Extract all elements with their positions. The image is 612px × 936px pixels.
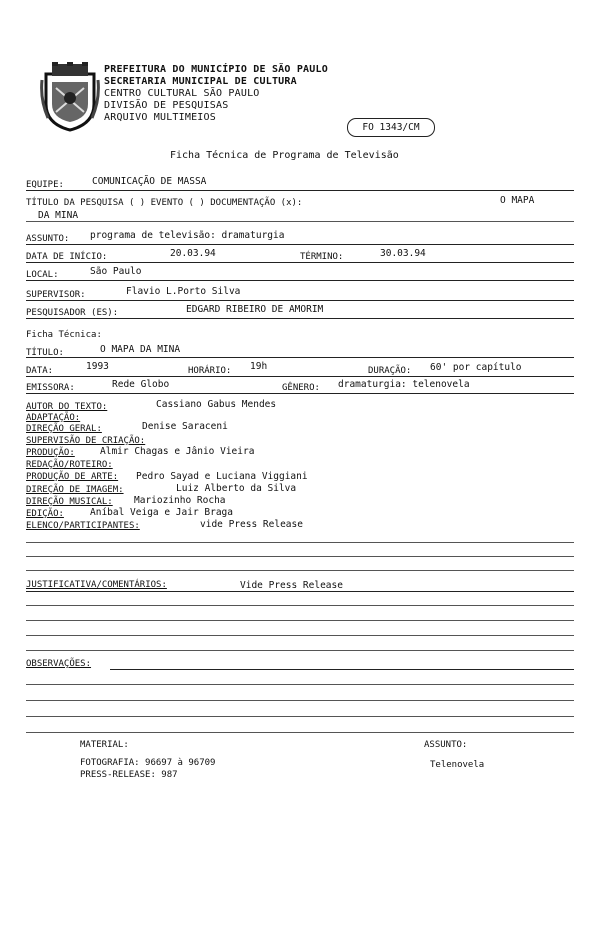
direcao-imagem-label: DIREÇÃO DE IMAGEM: (26, 485, 124, 495)
just-rule-3 (26, 635, 574, 636)
duracao-label: DURAÇÃO: (368, 366, 412, 376)
document-code: FO 1343/CM (347, 118, 435, 137)
blank-rule-2 (26, 556, 574, 557)
header-line-2: SECRETARIA MUNICIPAL DE CULTURA (104, 76, 297, 87)
producao-label: PRODUÇÃO: (26, 448, 75, 458)
autor-label: AUTOR DO TEXTO: (26, 402, 108, 412)
just-rule-1 (26, 605, 574, 606)
horario-value: 19h (250, 361, 268, 372)
direcao-musical-value: Mariozinho Rocha (134, 495, 226, 506)
equipe-rule (26, 190, 574, 191)
equipe-value: COMUNICAÇÃO DE MASSA (92, 176, 207, 187)
elenco-label: ELENCO/PARTICIPANTES: (26, 521, 140, 531)
elenco-value: vide Press Release (200, 519, 303, 530)
blank-rule-3 (26, 570, 574, 571)
assunto-label: ASSUNTO: (26, 234, 70, 244)
local-label: LOCAL: (26, 270, 59, 280)
assunto-footer-value: Telenovela (430, 760, 485, 770)
just-rule-4 (26, 650, 574, 651)
edicao-label: EDIÇÃO: (26, 509, 64, 519)
titulo-pesquisa-value: O MAPA (500, 195, 535, 206)
supervisor-value: Flavio L.Porto Silva (126, 286, 241, 297)
data-label: DATA: (26, 366, 54, 376)
local-rule (26, 280, 574, 281)
header-line-1: PREFEITURA DO MUNICÍPIO DE SÃO PAULO (104, 64, 328, 75)
emissora-value: Rede Globo (112, 379, 170, 390)
titulo-rule (26, 221, 574, 222)
supervisao-criacao-label: SUPERVISÃO DE CRIAÇÃO: (26, 436, 146, 446)
direcao-geral-value: Denise Saraceni (142, 421, 228, 432)
producao-arte-value: Pedro Sayad e Luciana Viggiani (136, 471, 308, 482)
pesquisador-label: PESQUISADOR (ES): (26, 308, 119, 318)
redacao-label: REDAÇÃO/ROTEIRO: (26, 460, 113, 470)
material-label: MATERIAL: (80, 740, 129, 750)
titulo-pesquisa-label: TÍTULO DA PESQUISA ( ) EVENTO ( ) DOCUMENTAÇÃO (x): (26, 198, 303, 208)
genero-label: GÊNERO: (282, 383, 320, 393)
material-fotografia: FOTOGRAFIA: 96697 à 96709 (80, 758, 216, 768)
supervisor-label: SUPERVISOR: (26, 290, 86, 300)
horario-label: HORÁRIO: (188, 366, 232, 376)
ficha-heading: Ficha Técnica: (26, 330, 102, 340)
assunto-value: programa de televisão: dramaturgia (90, 230, 285, 241)
obs-rule-3 (26, 716, 574, 717)
assunto-rule (26, 244, 574, 245)
municipal-seal (40, 60, 100, 132)
observacoes-rule (110, 669, 574, 670)
data-rule (26, 262, 574, 263)
local-value: São Paulo (90, 266, 142, 277)
justificativa-label: JUSTIFICATIVA/COMENTÁRIOS: (26, 580, 167, 590)
data-inicio-value: 20.03.94 (170, 248, 216, 259)
pesquisador-value: EDGARD RIBEIRO DE AMORIM (186, 304, 324, 315)
observacoes-label: OBSERVAÇÕES: (26, 659, 92, 669)
form-title: Ficha Técnica de Programa de Televisão (170, 150, 399, 161)
producao-arte-label: PRODUÇÃO DE ARTE: (26, 472, 119, 482)
justificativa-value: Vide Press Release (240, 580, 343, 591)
direcao-imagem-value: Luiz Alberto da Silva (176, 483, 297, 494)
equipe-label: EQUIPE: (26, 180, 64, 190)
producao-value: Almir Chagas e Jânio Vieira (100, 446, 255, 457)
justificativa-rule (26, 591, 574, 592)
duracao-value: 60' por capítulo (430, 362, 522, 373)
data-inicio-label: DATA DE INÍCIO: (26, 252, 108, 262)
titulo-pesquisa-cont: DA MINA (38, 210, 79, 221)
data-rule (26, 376, 574, 377)
header-line-5: ARQUIVO MULTIMEIOS (104, 112, 216, 123)
titulo-label: TÍTULO: (26, 348, 64, 358)
direcao-geral-label: DIREÇÃO GERAL: (26, 424, 102, 434)
emissora-label: EMISSORA: (26, 383, 75, 393)
edicao-value: Aníbal Veiga e Jair Braga (90, 507, 233, 518)
titulo-rule (26, 357, 574, 358)
material-press: PRESS-RELEASE: 987 (80, 770, 178, 780)
obs-rule-1 (26, 684, 574, 685)
titulo-value: O MAPA DA MINA (100, 344, 181, 355)
blank-rule-1 (26, 542, 574, 543)
termino-label: TÉRMINO: (300, 252, 344, 262)
adaptacao-label: ADAPTAÇÃO: (26, 413, 81, 423)
header-line-3: CENTRO CULTURAL SÃO PAULO (104, 88, 260, 99)
termino-value: 30.03.94 (380, 248, 426, 259)
obs-rule-2 (26, 700, 574, 701)
header-line-4: DIVISÃO DE PESQUISAS (104, 100, 229, 111)
supervisor-rule (26, 300, 574, 301)
obs-rule-4 (26, 732, 574, 733)
direcao-musical-label: DIREÇÃO MUSICAL: (26, 497, 113, 507)
assunto-footer-label: ASSUNTO: (424, 740, 468, 750)
data-value: 1993 (86, 361, 109, 372)
autor-value: Cassiano Gabus Mendes (156, 399, 277, 410)
genero-value: dramaturgia: telenovela (338, 379, 470, 390)
pesquisador-rule (26, 318, 574, 319)
just-rule-2 (26, 620, 574, 621)
emissora-rule (26, 393, 574, 394)
